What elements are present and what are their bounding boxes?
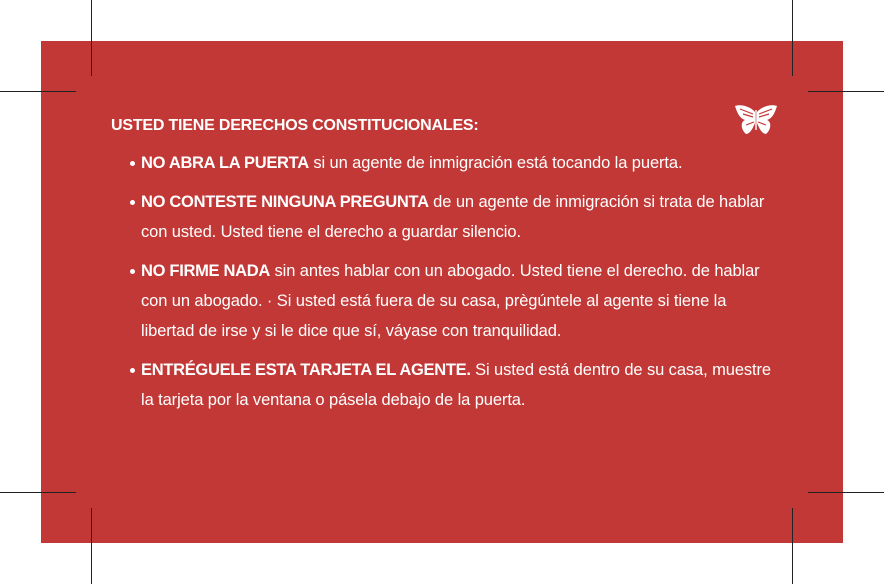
crop-mark [792, 0, 793, 76]
right-text: Si usted está dentro de su casa, muestre la tarjeta por la ventana o pásela debajo de la puerta. [141, 361, 772, 409]
crop-mark [0, 91, 76, 92]
crop-mark [91, 0, 92, 76]
crop-mark [808, 91, 884, 92]
right-title: NO ABRA LA PUERTA [141, 154, 309, 172]
right-text: de un agente de inmigración si trata de hablar con usted. Usted tiene el derecho a guardar silencio. [141, 193, 765, 241]
list-item [131, 187, 779, 247]
list-item [131, 355, 779, 415]
crop-mark [0, 492, 76, 493]
right-title: ENTRÉGUELE ESTA TARJETA EL AGENTE. [141, 361, 471, 379]
list-item [131, 256, 779, 346]
crop-mark [792, 508, 793, 584]
crop-mark [808, 492, 884, 493]
list-item [131, 148, 779, 178]
crop-mark [91, 508, 92, 584]
right-text: si un agente de inmigración está tocando la puerta. [308, 154, 683, 172]
butterfly-icon [734, 104, 778, 136]
card-heading: USTED TIENE DERECHOS CONSTITUCIONALES: [111, 117, 479, 134]
rights-list [131, 148, 779, 424]
right-title: NO CONTESTE NINGUNA PREGUNTA [141, 193, 429, 211]
right-title: NO FIRME NADA [141, 262, 271, 280]
right-text: sin antes hablar con un abogado. Usted tiene el derecho. de hablar con un abogado. · Si usted está fuera de su casa, prègúntele al agente si tiene la libertad de irse y si le dice que sí, váyase con tranquilidad. [141, 262, 760, 340]
